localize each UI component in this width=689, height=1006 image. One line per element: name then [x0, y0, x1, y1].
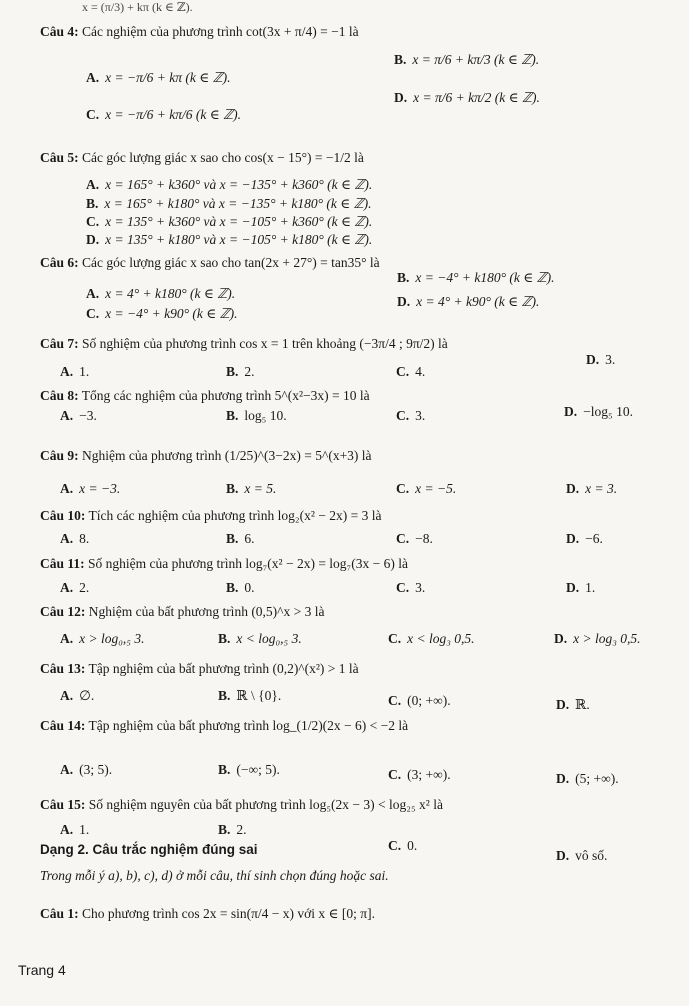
q12-option-b[interactable]: B. x < log₀,₅ 3. — [218, 631, 302, 646]
q14-option-b[interactable]: B. (−∞; 5). — [218, 762, 280, 777]
q12-option-d[interactable]: D. x > log₃ 0,5. — [554, 631, 641, 646]
question-label: Câu 4: — [40, 24, 79, 39]
question-4-stem — [40, 24, 359, 40]
q12-option-a[interactable]: A. x > log₀,₅ 3. — [60, 631, 145, 646]
q15-option-a[interactable]: A. 1. — [60, 822, 90, 837]
q9-option-d[interactable]: D. x = 3. — [566, 481, 618, 496]
q7-option-b[interactable]: B. 2. — [226, 364, 255, 379]
question-10-stem: Câu 10: Tích các nghiệm của phương trình log₂(x² − 2x) = 3 là — [40, 508, 382, 523]
q8-option-a[interactable]: A. −3. — [60, 408, 97, 423]
q9-option-c[interactable]: C. x = −5. — [396, 481, 457, 496]
question-6-stem: Câu 6: Các góc lượng giác x sao cho tan(2x + 27°) = tan35° là — [40, 255, 380, 270]
q6-option-c[interactable]: C. x = −4° + k90° (k ∈ ℤ). — [86, 306, 238, 321]
q15-option-b[interactable]: B. 2. — [218, 822, 247, 837]
q7-option-d[interactable]: D. 3. — [586, 352, 616, 367]
question-8-stem: Câu 8: Tổng các nghiệm của phương trình 5^(x²−3x) = 10 là — [40, 388, 370, 403]
q8-option-d[interactable]: D. −log₅ 10. — [564, 404, 633, 419]
q11-option-c[interactable]: C. 3. — [396, 580, 426, 595]
q4-option-c[interactable]: C. x = −π/6 + kπ/6 (k ∈ ℤ). — [86, 107, 241, 122]
page-number: Trang 4 — [18, 962, 66, 978]
q8-option-b[interactable]: B. log₅ 10. — [226, 408, 287, 423]
q7-option-a[interactable]: A. 1. — [60, 364, 90, 379]
question-7-stem: Câu 7: Số nghiệm của phương trình cos x = 1 trên khoảng (−3π/4 ; 9π/2) là — [40, 336, 448, 351]
q5-option-b[interactable]: B. x = 165° + k180° và x = −135° + k180° (k ∈ ℤ). — [86, 196, 372, 211]
q5-option-a[interactable]: A. x = 165° + k360° và x = −135° + k360° (k ∈ ℤ). — [86, 177, 373, 192]
q4-option-d[interactable]: D. x = π/6 + kπ/2 (k ∈ ℤ). — [394, 90, 540, 105]
q14-option-c[interactable]: C. (3; +∞). — [388, 767, 451, 782]
top-fragment: x = (π/3) + kπ (k ∈ ℤ). — [82, 0, 193, 14]
question-text: Các nghiệm của phương trình cot(3x + π/4) = −1 là — [82, 24, 359, 39]
q11-option-b[interactable]: B. 0. — [226, 580, 255, 595]
q15-option-c[interactable]: C. 0. — [388, 838, 418, 853]
q6-option-b[interactable]: B. x = −4° + k180° (k ∈ ℤ). — [397, 270, 555, 285]
part2-instruction: Trong mỗi ý a), b), c), d) ở mỗi câu, thí sinh chọn đúng hoặc sai. — [40, 868, 389, 883]
question-11-stem: Câu 11: Số nghiệm của phương trình log₇(x² − 2x) = log₇(3x − 6) là — [40, 556, 408, 571]
q6-option-d[interactable]: D. x = 4° + k90° (k ∈ ℤ). — [397, 294, 540, 309]
q8-option-c[interactable]: C. 3. — [396, 408, 426, 423]
q12-option-c[interactable]: C. x < log₃ 0,5. — [388, 631, 475, 646]
q9-option-b[interactable]: B. x = 5. — [226, 481, 277, 496]
question-9-stem: Câu 9: Nghiệm của phương trình (1/25)^(3−2x) = 5^(x+3) là — [40, 448, 372, 463]
q10-option-d[interactable]: D. −6. — [566, 531, 603, 546]
q5-option-d[interactable]: D. x = 135° + k180° và x = −105° + k180° (k ∈ ℤ). — [86, 232, 373, 247]
part2-heading: Dạng 2. Câu trắc nghiệm đúng sai — [40, 842, 258, 857]
q15-option-d[interactable]: D. vô số. — [556, 848, 608, 863]
q10-option-a[interactable]: A. 8. — [60, 531, 90, 546]
part2-question-1: Câu 1: Cho phương trình cos 2x = sin(π/4 − x) với x ∈ [0; π]. — [40, 906, 375, 921]
question-5-stem: Câu 5: Các góc lượng giác x sao cho cos(x − 15°) = −1/2 là — [40, 150, 364, 165]
q13-option-b[interactable]: B. ℝ \ {0}. — [218, 688, 282, 703]
q14-option-a[interactable]: A. (3; 5). — [60, 762, 113, 777]
question-12-stem: Câu 12: Nghiệm của bất phương trình (0,5)^x > 3 là — [40, 604, 325, 619]
q11-option-d[interactable]: D. 1. — [566, 580, 596, 595]
q13-option-d[interactable]: D. ℝ. — [556, 697, 590, 712]
q14-option-d[interactable]: D. (5; +∞). — [556, 771, 619, 786]
q9-option-a[interactable]: A. x = −3. — [60, 481, 121, 496]
q10-option-b[interactable]: B. 6. — [226, 531, 255, 546]
q13-option-c[interactable]: C. (0; +∞). — [388, 693, 451, 708]
q4-option-a[interactable]: A. x = −π/6 + kπ (k ∈ ℤ). — [86, 70, 231, 85]
q7-option-c[interactable]: C. 4. — [396, 364, 426, 379]
q10-option-c[interactable]: C. −8. — [396, 531, 433, 546]
question-13-stem: Câu 13: Tập nghiệm của bất phương trình (0,2)^(x²) > 1 là — [40, 661, 359, 676]
question-15-stem: Câu 15: Số nghiệm nguyên của bất phương trình log₅(2x − 3) < log₂₅ x² là — [40, 797, 443, 812]
q11-option-a[interactable]: A. 2. — [60, 580, 90, 595]
q6-option-a[interactable]: A. x = 4° + k180° (k ∈ ℤ). — [86, 286, 236, 301]
q5-option-c[interactable]: C. x = 135° + k360° và x = −105° + k360° (k ∈ ℤ). — [86, 214, 373, 229]
q4-option-b[interactable]: B. x = π/6 + kπ/3 (k ∈ ℤ). — [394, 52, 540, 67]
question-14-stem: Câu 14: Tập nghiệm của bất phương trình log_(1/2)(2x − 6) < −2 là — [40, 718, 409, 733]
q13-option-a[interactable]: A. ∅. — [60, 688, 95, 703]
